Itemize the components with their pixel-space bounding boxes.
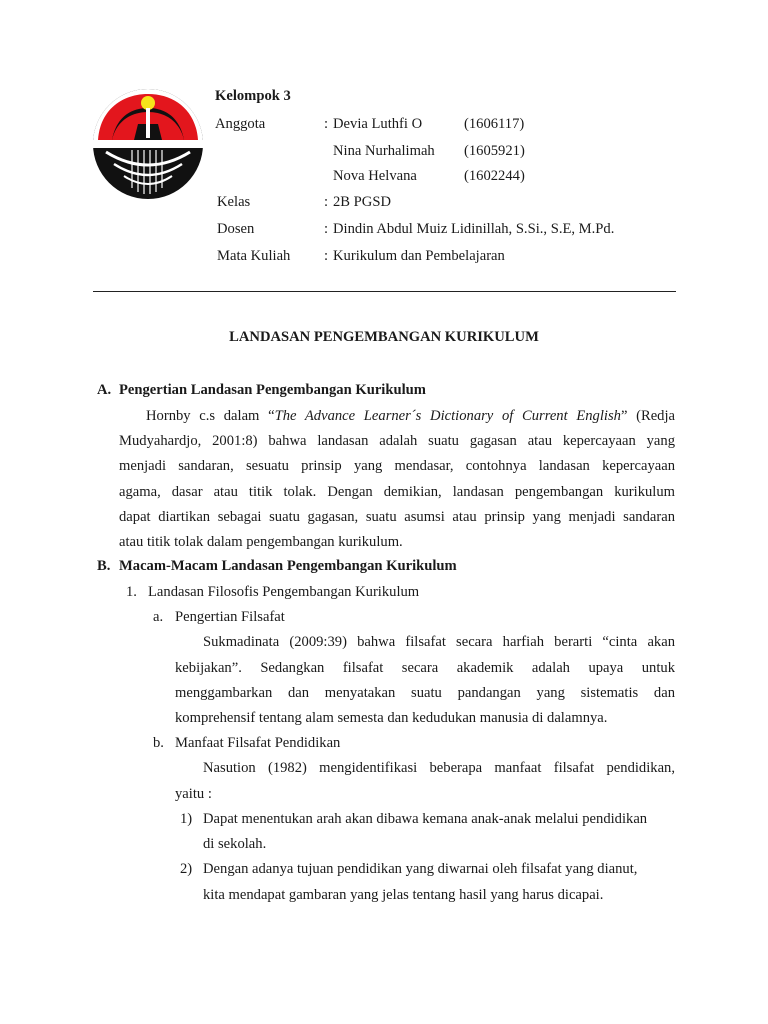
paragraph-line: kebijakan”. Sedangkan filsafat secara akademik adalah upaya untuk [175, 660, 675, 676]
header-label: Kelas [217, 194, 251, 210]
student-id: (1605921) [464, 143, 525, 159]
header-label: Mata Kuliah [217, 248, 291, 264]
paragraph-line: dapat diartikan sebagai suatu gagasan, suatu asumsi atau prinsip yang menjadi sandaran [119, 509, 675, 525]
header-separator: : [324, 116, 329, 132]
list-item: di sekolah. [203, 836, 267, 852]
header-value: 2B PGSD [333, 194, 391, 210]
paragraph-line: menggambarkan dan menyatakan suatu pandangan yang sistematis dan [175, 685, 675, 701]
header-value: Dindin Abdul Muiz Lidinillah, S.Si., S.E, M.Pd. [333, 221, 615, 237]
university-logo [92, 88, 204, 200]
group-title: Kelompok 3 [215, 88, 291, 104]
list-marker: a. [153, 609, 164, 625]
header-value: Nova Helvana [333, 168, 417, 184]
header-value: Devia Luthfi O [333, 116, 423, 132]
header-label: Anggota [215, 116, 266, 132]
list-item: Dapat menentukan arah akan dibawa kemana anak-anak melalui pendidikan [203, 811, 648, 827]
subsection-title: Pengertian Filsafat [175, 609, 285, 625]
list-item: Dengan adanya tujuan pendidikan yang diwarnai oleh filsafat yang dianut, [203, 861, 638, 877]
list-marker: 1) [180, 811, 193, 827]
student-id: (1602244) [464, 168, 525, 184]
header-separator: : [324, 194, 329, 210]
list-marker: 1. [126, 584, 137, 600]
section-heading: Pengertian Landasan Pengembangan Kurikulum [119, 382, 426, 398]
section-heading: Macam-Macam Landasan Pengembangan Kurikulum [119, 558, 457, 574]
paragraph-line: yaitu : [175, 786, 212, 802]
header-value: Kurikulum dan Pembelajaran [333, 248, 505, 264]
paragraph-line: Nasution (1982) mengidentifikasi beberapa manfaat filsafat pendidikan, [203, 760, 675, 776]
header-value: Nina Nurhalimah [333, 143, 435, 159]
paragraph-line: Mudyahardjo, 2001:8) bahwa landasan adalah suatu gagasan atau kepercayaan yang [119, 433, 675, 449]
paragraph-line: Hornby c.s dalam “The Advance Learner´s Dictionary of Current English” (Redja [146, 408, 675, 424]
paragraph-line: komprehensif tentang alam semesta dan kedudukan manusia di dalamnya. [175, 710, 608, 726]
list-marker: b. [153, 735, 164, 751]
section-marker: B. [97, 558, 111, 574]
student-id: (1606117) [464, 116, 525, 132]
list-item: Landasan Filosofis Pengembangan Kurikulum [148, 584, 420, 600]
list-marker: 2) [180, 861, 193, 877]
header-separator: : [324, 248, 329, 264]
header-separator: : [324, 221, 329, 237]
list-item: kita mendapat gambaran yang jelas tentang hasil yang harus dicapai. [203, 887, 604, 903]
subsection-title: Manfaat Filsafat Pendidikan [175, 735, 341, 751]
document-title: LANDASAN PENGEMBANGAN KURIKULUM [229, 329, 539, 345]
header-divider [93, 291, 676, 292]
paragraph-line: atau titik tolak dalam pengembangan kurikulum. [119, 534, 403, 550]
section-marker: A. [97, 382, 112, 398]
paragraph-line: Sukmadinata (2009:39) bahwa filsafat secara harfiah berarti “cinta akan [203, 634, 675, 650]
paragraph-line: menjadi sandaran, sesuatu prinsip yang mendasar, contohnya landasan kepercayaan [119, 458, 675, 474]
header-label: Dosen [217, 221, 255, 237]
paragraph-line: agama, dasar atau titik tolak. Dengan demikian, landasan pengembangan kurikulum [119, 484, 675, 500]
